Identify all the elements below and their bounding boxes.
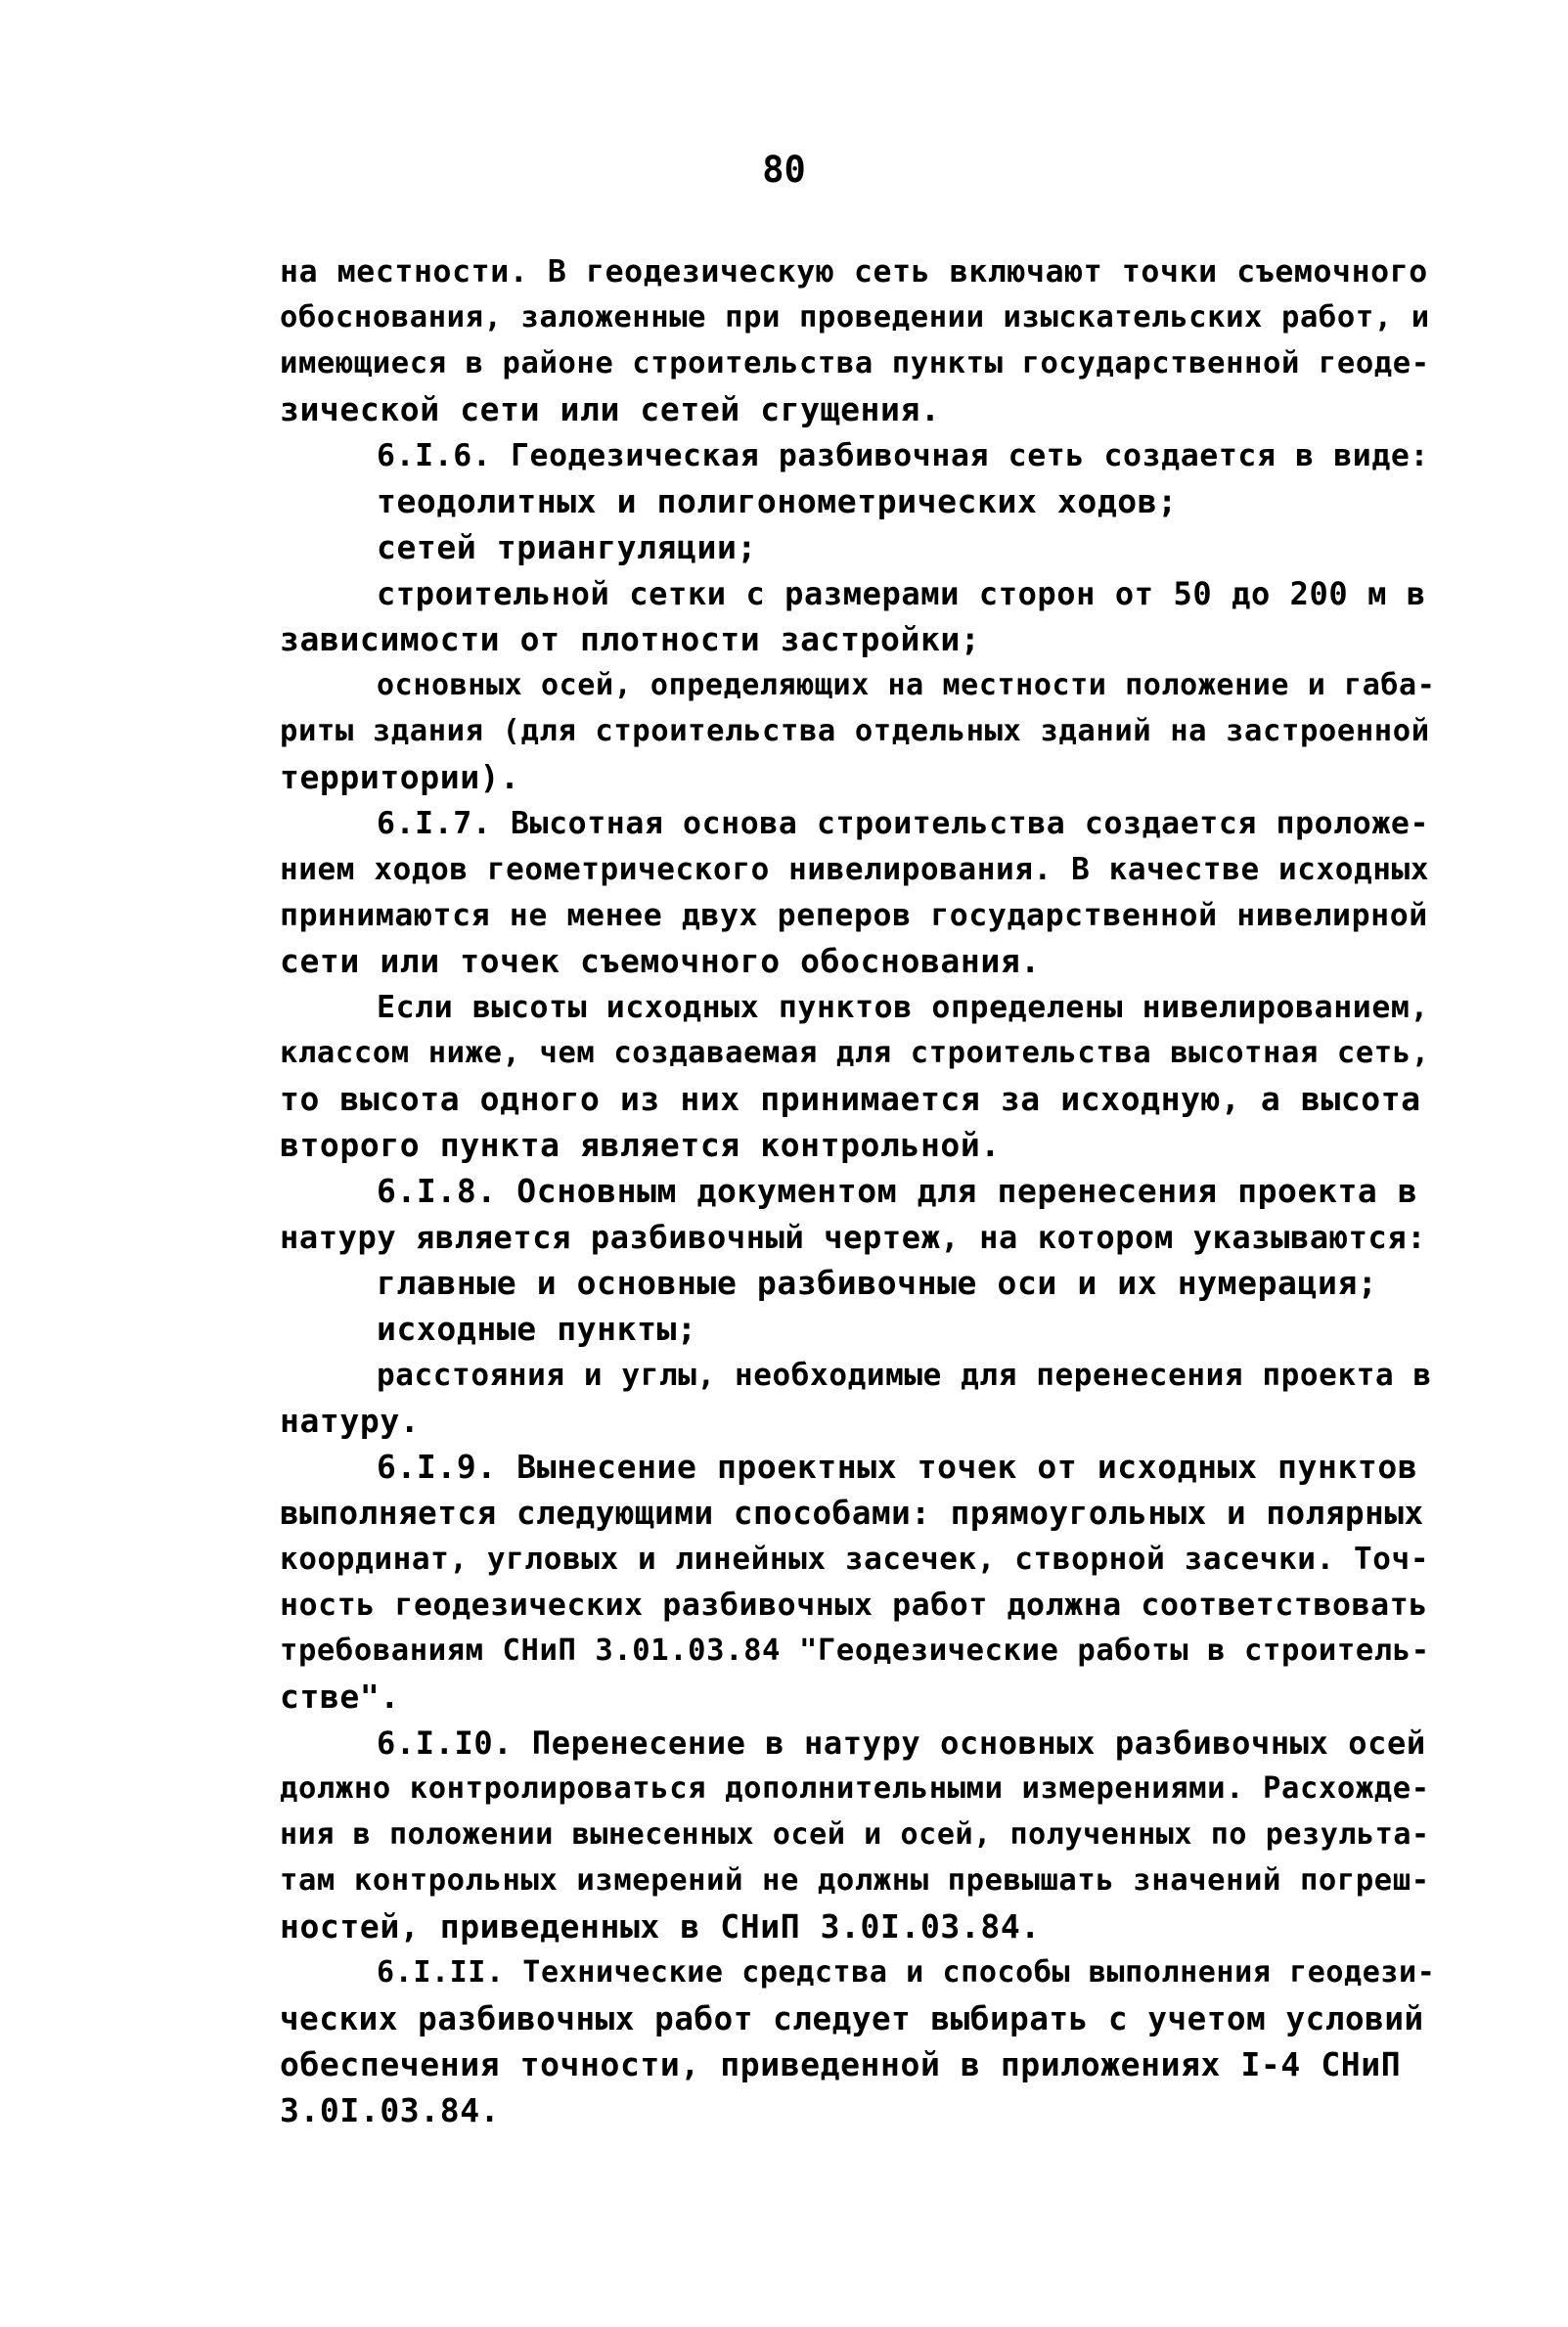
text-line: выполняется следующими способами: прямоугольных и полярных: [280, 1495, 1424, 1532]
text-line: основных осей, определяющих на местности положение и габа-: [377, 668, 1436, 702]
text-line: территории).: [280, 758, 520, 796]
text-line: ческих разбивочных работ следует выбирать с учетом условий: [280, 2000, 1424, 2037]
text-line: расстояния и углы, необходимые для перенесения проекта в: [377, 1358, 1432, 1393]
text-line: координат, угловых и линейных засечек, створной засечки. Точ-: [280, 1542, 1430, 1577]
text-line: натуру.: [280, 1402, 421, 1440]
text-line: 6.I.8. Основным документом для перенесения проекта в: [377, 1172, 1418, 1210]
text-line: ность геодезических разбивочных работ должна соответствовать: [280, 1588, 1428, 1623]
text-line: принимаются не менее двух реперов государственной нивелирной: [280, 898, 1428, 933]
text-line: сети или точек съемочного обоснования.: [280, 942, 1041, 980]
text-line: обеспечения точности, приведенной в приложениях I-4 СНиП: [280, 2045, 1402, 2083]
text-line: обоснования, заложенные при проведении изыскательских работ, и: [280, 300, 1430, 335]
text-line: второго пункта является контрольной.: [280, 1126, 1001, 1164]
text-line: имеющиеся в районе строительства пункты государственной геоде-: [280, 346, 1430, 380]
text-line: 6.I.I0. Перенесение в натуру основных разбивочных осей: [377, 1724, 1426, 1762]
text-line: на местности. В геодезическую сеть включают точки съемочного: [280, 254, 1428, 290]
text-line: классом ниже, чем создаваемая для строительства высотная сеть,: [280, 1036, 1430, 1070]
text-line: там контрольных измерений не должны превышать значений погреш-: [280, 1863, 1430, 1898]
text-line: зависимости от плотности застройки;: [280, 620, 981, 658]
text-line: теодолитных и полигонометрических ходов;: [377, 482, 1178, 520]
text-line: должно контролироваться дополнительными измерениями. Расхожде-: [280, 1771, 1430, 1806]
text-line: стве".: [280, 1678, 400, 1716]
text-line: 6.I.II. Технические средства и способы выполнения геодези-: [377, 1955, 1436, 1990]
text-line: главные и основные разбивочные оси и их нумерация;: [377, 1264, 1378, 1302]
text-line: сетей триангуляции;: [377, 528, 757, 566]
text-line: зической сети или сетей сгущения.: [280, 390, 941, 428]
text-line: натуру является разбивочный чертеж, на котором указываются:: [280, 1219, 1427, 1256]
text-line: то высота одного из них принимается за исходную, а высота: [280, 1080, 1421, 1118]
text-line: 6.I.6. Геодезическая разбивочная сеть создается в виде:: [377, 438, 1430, 473]
text-line: нием ходов геометрического нивелирования. В качестве исходных: [280, 852, 1430, 887]
text-line: требованиям СНиП 3.01.03.84 "Геодезические работы в строитель-: [280, 1633, 1430, 1668]
page-number: 80: [762, 149, 806, 191]
text-line: строительной сетки с размерами сторон от 50 до 200 м в: [377, 575, 1426, 612]
text-line: 6.I.9. Вынесение проектных точек от исходных пунктов: [377, 1448, 1418, 1486]
text-line: 6.I.7. Высотная основа строительства создается проложе-: [377, 806, 1430, 841]
text-line: Если высоты исходных пунктов определены нивелированием,: [377, 990, 1430, 1025]
text-line: 3.0I.03.84.: [280, 2091, 501, 2129]
text-line: исходные пункты;: [377, 1310, 697, 1348]
text-line: риты здания (для строительства отдельных зданий на застроенной: [280, 714, 1430, 748]
text-line: ния в положении вынесенных осей и осей, полученных по результа-: [280, 1817, 1430, 1852]
text-line: ностей, приведенных в СНиП 3.0I.03.84.: [280, 1907, 1041, 1946]
